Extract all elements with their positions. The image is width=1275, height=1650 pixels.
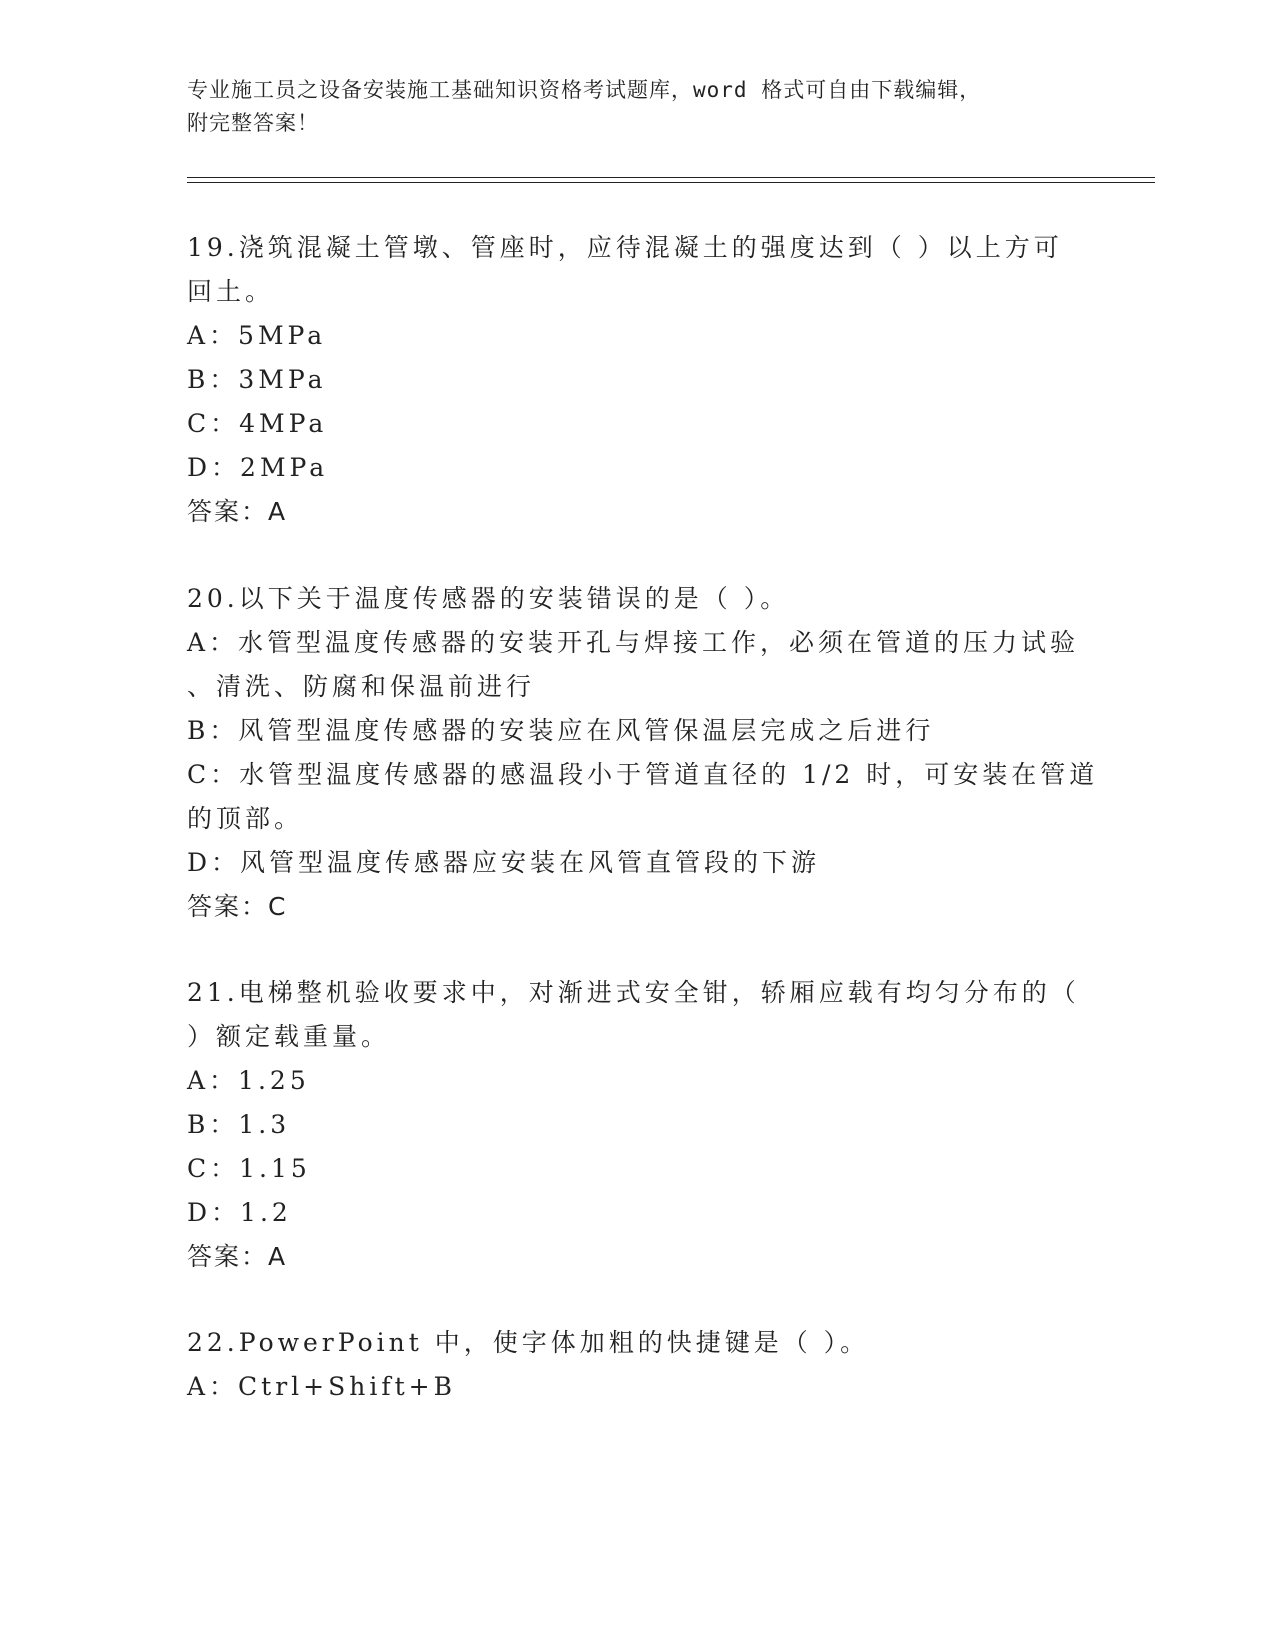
question-21-option-c: C：1.15 xyxy=(187,1154,311,1183)
question-21-option-a: A：1.25 xyxy=(187,1066,310,1095)
question-19-stem-line-2: 回土。 xyxy=(187,277,275,306)
question-19-option-d: D：2MPa xyxy=(187,453,329,482)
question-21-option-b: B：1.3 xyxy=(187,1110,291,1139)
question-20-option-c-line-2: 的顶部。 xyxy=(187,804,304,833)
question-21-option-d: D：1.2 xyxy=(187,1198,292,1227)
question-20-option-a-line-2: 、清洗、防腐和保温前进行 xyxy=(187,672,536,701)
question-20-stem: 20.以下关于温度传感器的安装错误的是（ ）。 xyxy=(187,584,790,613)
question-19-answer: 答案：A xyxy=(187,497,288,526)
question-20-answer: 答案：C xyxy=(187,892,288,921)
question-19-option-a: A：5MPa xyxy=(187,321,327,350)
question-21-stem-line-2: ）额定载重量。 xyxy=(187,1022,391,1051)
question-20-option-b: B：风管型温度传感器的安装应在风管保温层完成之后进行 xyxy=(187,716,935,745)
document-header xyxy=(187,74,1087,140)
question-19-option-c: C：4MPa xyxy=(187,409,328,438)
header-line-2: 附完整答案！ xyxy=(187,111,319,135)
header-line-1: 专业施工员之设备安装施工基础知识资格考试题库，word 格式可自由下载编辑， xyxy=(187,78,982,102)
header-divider-top xyxy=(187,177,1155,178)
question-20-option-a-line-1: A：水管型温度传感器的安装开孔与焊接工作，必须在管道的压力试验 xyxy=(187,628,1080,657)
question-22-option-a: A：Ctrl+Shift+B xyxy=(187,1372,456,1401)
question-22-stem: 22.PowerPoint 中，使字体加粗的快捷键是（ ）。 xyxy=(187,1328,870,1357)
question-20-option-c-line-1: C：水管型温度传感器的感温段小于管道直径的 1/2 时，可安装在管道 xyxy=(187,760,1099,789)
question-21-answer: 答案：A xyxy=(187,1242,288,1271)
header-divider-bottom xyxy=(187,182,1155,183)
question-19-stem-line-1: 19.浇筑混凝土管墩、管座时，应待混凝土的强度达到（ ）以上方可 xyxy=(187,233,1063,262)
question-20-option-d: D：风管型温度传感器应安装在风管直管段的下游 xyxy=(187,848,821,877)
question-21-stem-line-1: 21.电梯整机验收要求中，对渐进式安全钳，轿厢应载有均匀分布的（ xyxy=(187,978,1080,1007)
question-19-option-b: B：3MPa xyxy=(187,365,327,394)
